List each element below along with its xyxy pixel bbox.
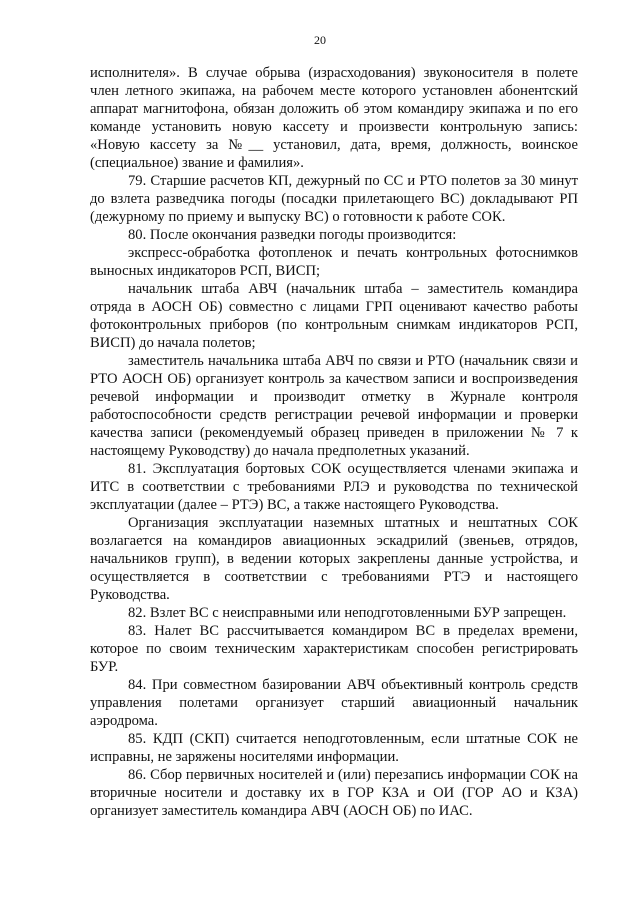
paragraph: 79. Старшие расчетов КП, дежурный по СС и РТО полетов за 30 минут до взлета разведчика погоды (посадки прилетающего ВС) докладывают РП (дежурному по приему и выпуску ВС) о готовности к работе СОК. — [90, 173, 578, 225]
document-body — [90, 64, 578, 820]
paragraph: 80. После окончания разведки погоды производится: — [128, 227, 457, 243]
paragraph: заместитель начальника штаба АВЧ по связи и РТО (начальник связи и РТО АОСН ОБ) организует контроль за качеством записи и воспроизведения речевой информации и производит отметку в Журнале контроля работоспособности средств регистрации речевой информации и проверки качества записи (рекомендуемый образец приведен в приложении № 7 к настоящему Руководству) до начала предполетных указаний. — [90, 353, 578, 459]
paragraph: 85. КДП (СКП) считается неподготовленным, если штатные СОК не исправны, не заряжены носителями информации. — [90, 731, 578, 765]
paragraph: начальник штаба АВЧ (начальник штаба – заместитель командира отряда в АОСН ОБ) совместно с лицами ГРП оценивают качество работы фотоконтрольных приборов (по контрольным снимкам индикаторов РСП, ВИСП) до начала полетов; — [90, 281, 578, 351]
paragraph: 82. Взлет ВС с неисправными или неподготовленными БУР запрещен. — [128, 605, 567, 621]
paragraph: исполнителя». В случае обрыва (израсходования) звуконосителя в полете член летного экипажа, на рабочем месте которого установлен абонентский аппарат магнитофона, обязан доложить об этом командиру экипажа и по его команде установить новую кассету и произвести контрольную запись: «Новую кассету за №__ установил, дата, время, должность, воинское (специальное) звание и фамилия». — [90, 65, 578, 171]
paragraph: Организация эксплуатации наземных штатных и нештатных СОК возлагается на командиров авиационных эскадрилий (звеньев, отрядов, начальников групп), в ведении которых закреплены данные устройства, и осуществляется в соответствии с требованиями РТЭ и настоящего Руководства. — [90, 515, 578, 603]
page-number: 20 — [314, 33, 326, 47]
paragraph: 81. Эксплуатация бортовых СОК осуществляется членами экипажа и ИТС в соответствии с требованиями РЛЭ и руководства по технической эксплуатации (далее – РТЭ) ВС, а также настоящего Руководства. — [90, 461, 578, 513]
paragraph: 86. Сбор первичных носителей и (или) перезапись информации СОК на вторичные носители и доставку их в ГОР КЗА и ОИ (ГОР АО и КЗА) организует заместитель командира АВЧ (АОСН ОБ) по ИАС. — [90, 767, 578, 819]
paragraph: 83. Налет ВС рассчитывается командиром ВС в пределах времени, которое по своим техническим характеристикам способен регистрировать БУР. — [90, 623, 578, 675]
paragraph: 84. При совместном базировании АВЧ объективный контроль средств управления полетами организует старший авиационный начальник аэродрома. — [90, 677, 578, 729]
paragraph: экспресс-обработка фотопленок и печать контрольных фотоснимков выносных индикаторов РСП, ВИСП; — [90, 245, 578, 279]
